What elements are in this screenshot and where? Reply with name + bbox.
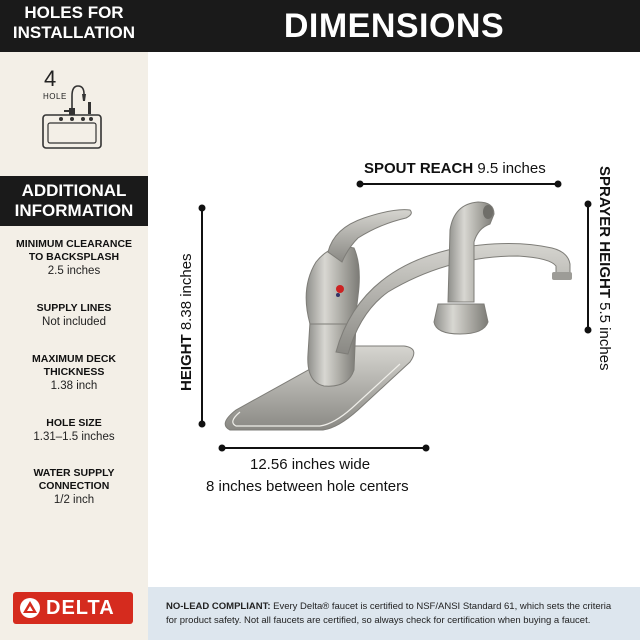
delta-logo-text: DELTA <box>46 596 115 619</box>
faucet-illustration <box>148 52 640 587</box>
additional-info-header <box>0 176 148 226</box>
info-item-hole-size <box>0 417 148 444</box>
height-label <box>178 253 195 391</box>
page-title: DIMENSIONS <box>148 0 640 52</box>
info-item-clearance <box>0 238 148 278</box>
hole-word: HOLE <box>43 92 67 101</box>
info-label: TO BACKSPLASH <box>28 251 120 263</box>
info-value: 1/2 inch <box>53 494 95 506</box>
info-item-supply-lines <box>0 302 148 329</box>
additional-header-line1: ADDITIONAL <box>21 181 127 200</box>
height-title: HEIGHT <box>178 334 195 391</box>
height-value: 8.38 inches <box>178 253 195 335</box>
info-label: WATER SUPPLY <box>33 467 115 479</box>
info-item-water-supply <box>0 467 148 507</box>
delta-logo <box>13 592 133 624</box>
info-label: MAXIMUM DECK <box>32 353 116 365</box>
info-item-deck-thickness <box>0 353 148 393</box>
info-label: SUPPLY LINES <box>36 302 112 314</box>
info-value: Not included <box>42 316 106 328</box>
info-label: THICKNESS <box>43 366 105 378</box>
sprayer-height-label <box>596 166 613 371</box>
info-label: MINIMUM CLEARANCE <box>15 238 133 250</box>
footer-text1: Every Delta® faucet is certified to NSF/ANSI Standard 61, which sets the criteria <box>270 601 612 612</box>
sprayer-height-value: 5.5 inches <box>596 297 613 371</box>
spout-reach-title: SPOUT REACH <box>364 160 474 177</box>
info-label: HOLE SIZE <box>46 417 102 429</box>
info-value: 1.38 inch <box>50 380 98 392</box>
info-label: CONNECTION <box>38 480 110 492</box>
delta-triangle-icon <box>19 597 41 619</box>
holes-header <box>0 0 148 52</box>
spout-reach-label <box>364 160 546 177</box>
width-label: 12.56 inches wide <box>250 456 371 473</box>
hole-centers-label: 8 inches between hole centers <box>206 478 409 495</box>
sprayer-height-title: SPRAYER HEIGHT <box>596 166 613 298</box>
footer-bold: NO-LEAD COMPLIANT: <box>166 601 271 612</box>
sidebar <box>0 0 148 640</box>
holes-header-line2: INSTALLATION <box>12 23 136 42</box>
sink-faucet-icon <box>38 68 110 152</box>
footer-line1 <box>166 600 630 614</box>
additional-header-line2: INFORMATION <box>14 201 134 220</box>
info-value: 2.5 inches <box>47 265 101 277</box>
no-lead-footer <box>148 587 640 640</box>
footer-line2: for product safety. Not all faucets are certified, so always check for certification when buying a faucet. <box>166 615 591 626</box>
spout-reach-value: 9.5 inches <box>473 160 546 177</box>
holes-header-line1: HOLES FOR <box>24 3 124 22</box>
hole-count: 4 <box>44 66 57 91</box>
info-value: 1.31–1.5 inches <box>33 431 115 443</box>
